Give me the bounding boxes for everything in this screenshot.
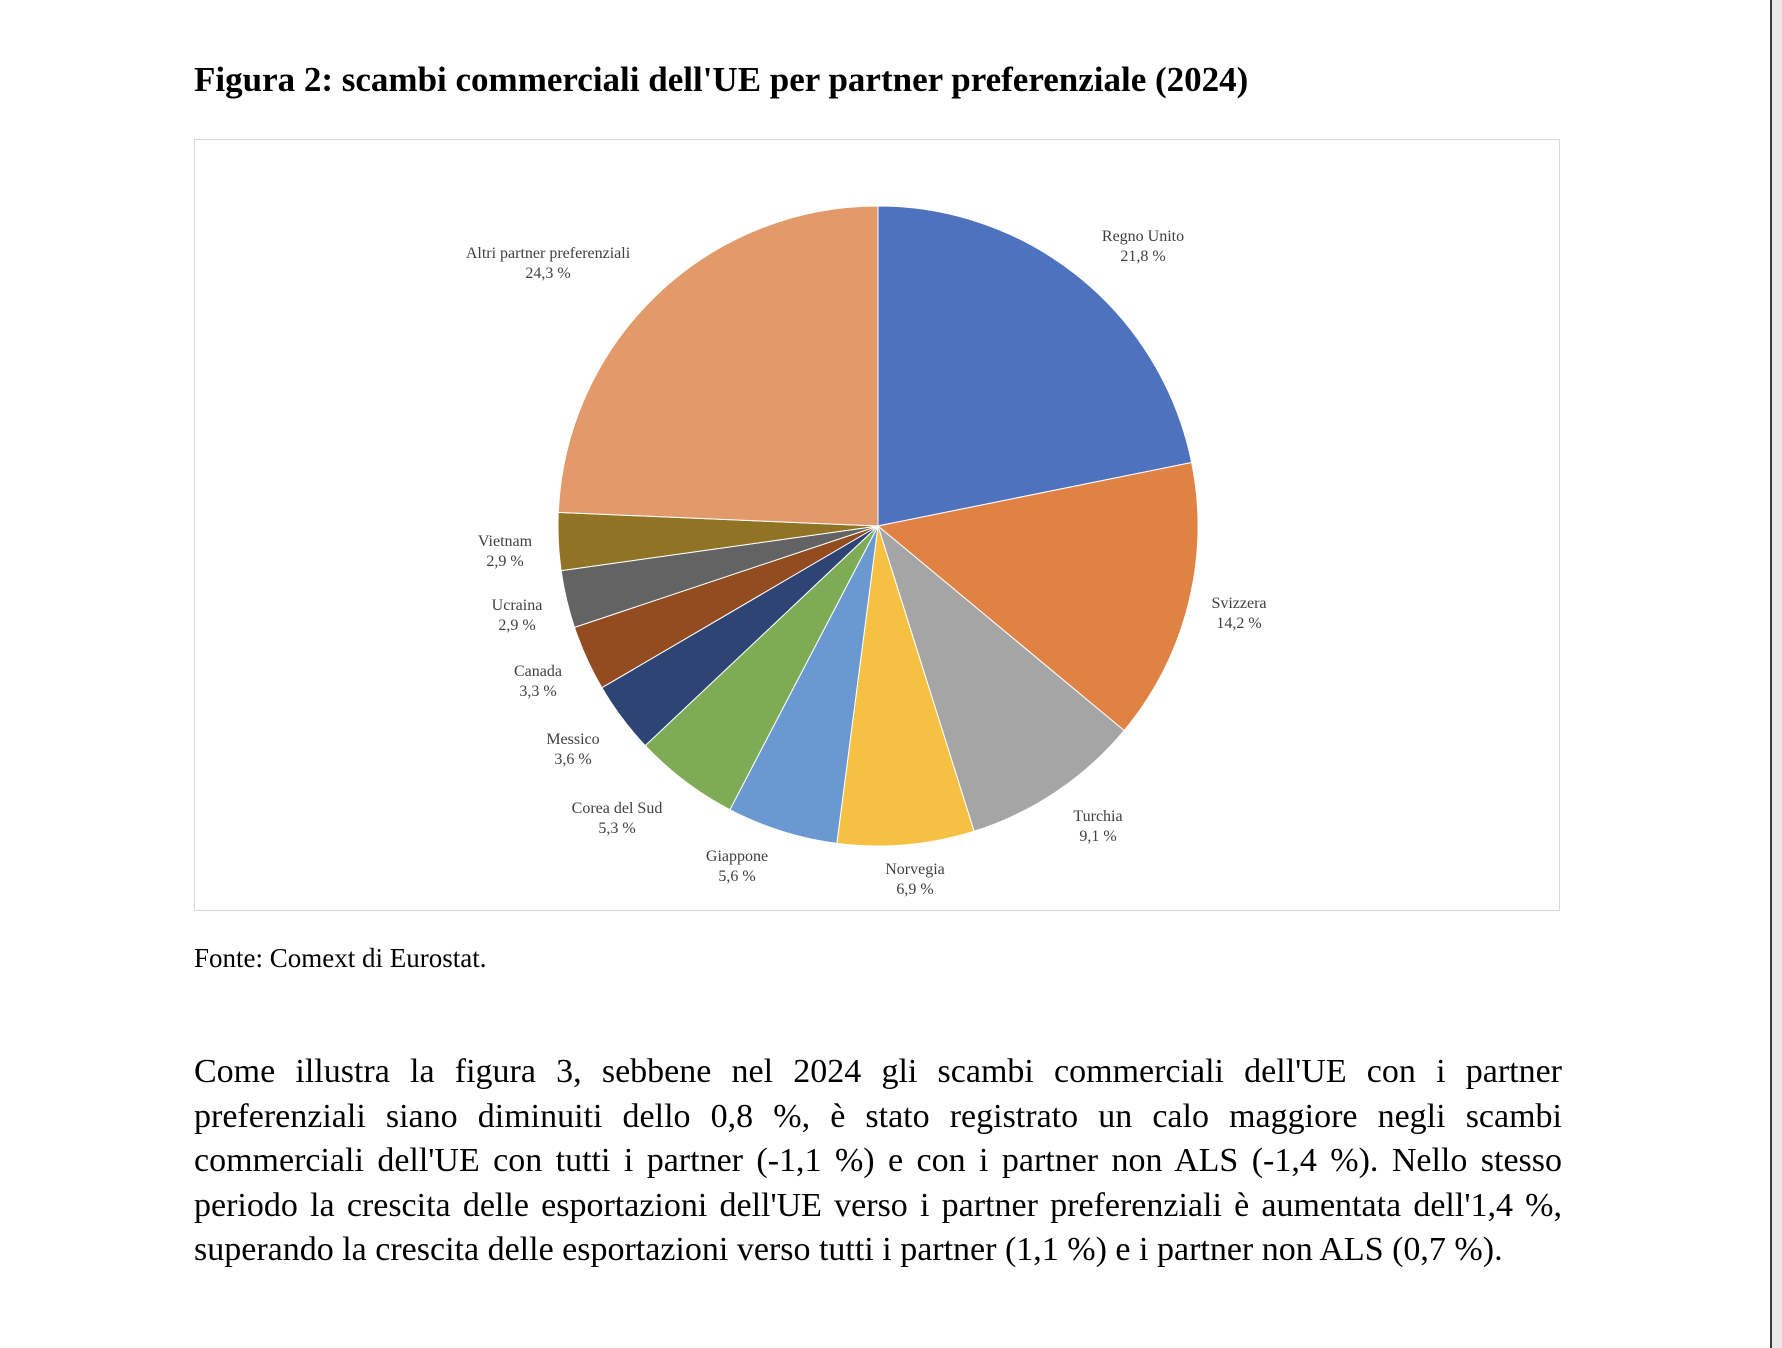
slice-label-name: Altri partner preferenziali: [465, 245, 631, 262]
slice-label-name: Canada: [514, 663, 562, 680]
pie-chart-frame: [194, 139, 1560, 911]
slice-label-value: 6,9 %: [896, 881, 934, 898]
slice-label-name: Regno Unito: [1101, 228, 1185, 245]
slice-label-value: 3,3 %: [519, 683, 557, 700]
slice-label-value: 24,3 %: [525, 265, 571, 282]
slice-label-name: Vietnam: [477, 533, 533, 550]
slice-label-name: Ucraina: [491, 597, 543, 614]
slice-label-name: Corea del Sud: [571, 800, 663, 817]
slice-label-value: 3,6 %: [554, 751, 592, 768]
slice-label-value: 2,9 %: [498, 617, 536, 634]
slice-label-value: 2,9 %: [486, 553, 524, 570]
source-note: Fonte: Comext di Eurostat.: [194, 943, 487, 973]
slice-label-value: 9,1 %: [1079, 828, 1117, 845]
slice-label-name: Messico: [546, 731, 600, 748]
slice-label-value: 5,6 %: [718, 868, 756, 885]
slice-label-name: Turchia: [1073, 808, 1123, 825]
slice-label-name: Svizzera: [1211, 595, 1267, 612]
pie-chart: [195, 140, 1561, 912]
body-paragraph: Come illustra la figura 3, sebbene nel 2024 gli scambi commerciali dell'UE con i partner preferenziali siano diminuiti dello 0,8 %, è stato registrato un calo maggiore negli scambi commerciali dell'UE con tutti i partner (-1,1 %) e con i partner non ALS (-1,4 %). Nello stesso periodo la crescita delle esportazioni dell'UE verso i partner preferenziali è aumentata dell'1,4 %, superando la crescita delle esportazioni verso tutti i partner (1,1 %) e i partner non ALS (0,7 %).: [194, 1053, 1562, 1268]
slice-label-value: 5,3 %: [598, 820, 636, 837]
slice-label-name: Norvegia: [885, 861, 945, 878]
slice-label-name: Giappone: [705, 848, 769, 865]
page-edge-strip: [1772, 0, 1782, 1348]
slice-label-value: 21,8 %: [1120, 248, 1166, 265]
slice-label-value: 14,2 %: [1216, 615, 1262, 632]
figure-title: Figura 2: scambi commerciali dell'UE per partner preferenziale (2024): [194, 60, 1249, 99]
